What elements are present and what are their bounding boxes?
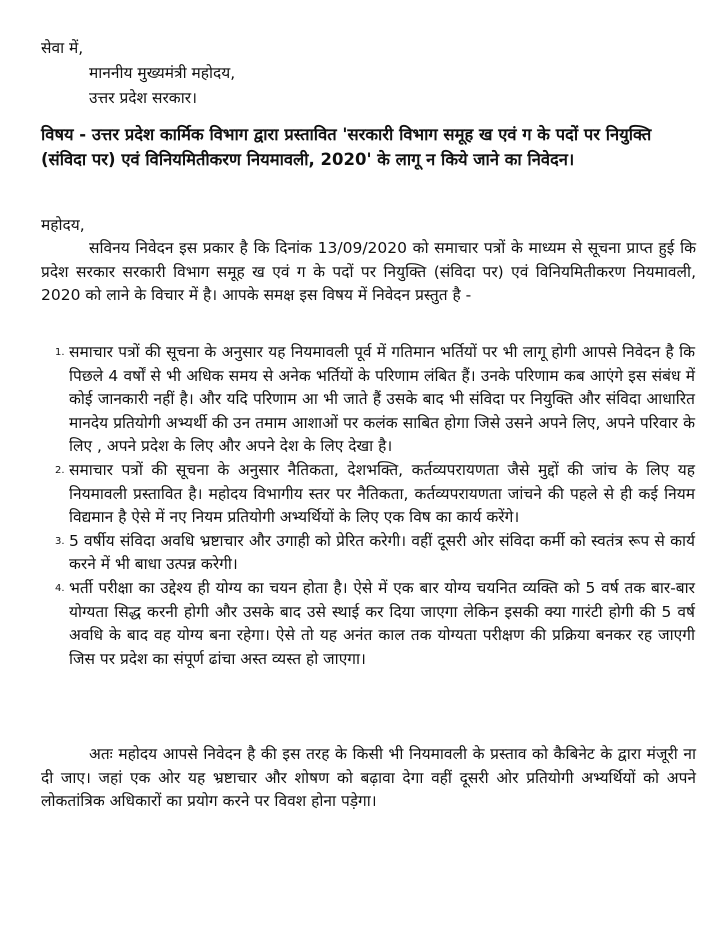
list-item-text: भर्ती परीक्षा का उद्देश्य ही योग्य का चयन होता है। ऐसे में एक बार योग्य चयनित व्यक्ति को 5 वर्ष तक बार-बार योग्यता सिद्ध करनी होगी और उसके बाद उसे स्थाई कर दिया जाएगा लेकिन इसकी क्या गारंटी होगी की 5 वर्ष अवधि के बाद वह योग्य बना रहेगा। ऐसे तो यह अनंत काल तक योग्यता परीक्षण की प्रक्रिया बनकर रह जाएगी जिस पर प्रदेश का संपूर्ण ढांचा अस्त व्यस्त हो जाएगा। [69,578,695,668]
list-item [55,530,695,577]
list-item-number: 4. [55,582,65,594]
list-item-number: 2. [55,464,65,476]
list-item-text: समाचार पत्रों की सूचना के अनुसार यह नियमावली पूर्व में गतिमान भर्तियों पर भी लागू होगी आपसे निवेदन है कि पिछले 4 वर्षों से भी अधिक समय से अनेक भर्तियों के परिणाम लंबित हैं। उनके परिणाम कब आएंगे इस संबंध में कोई जानकारी नहीं है। और यदि परिणाम आ भी जाते हैं उसके बाद भी संविदा पर नियुक्ति और संविदा आधारित मानदेय प्रतियोगी अभ्यर्थी की उन तमाम आशाओं पर कलंक साबित होगा जिसे उसने अपने लिए, अपने परिवार के लिए , अपने प्रदेश के लिए और अपने देश के लिए देखा है। [69,343,695,456]
list-item [55,577,695,671]
list-item-number: 1. [55,347,65,358]
intro-paragraph: सविनय निवेदन इस प्रकार है कि दिनांक 13/09/2020 को समाचार पत्रों के माध्यम से सूचना प्राप्त हुई कि प्रदेश सरकार सरकारी विभाग समूह ख एवं ग के पदों पर नियुक्ति (संविदा पर) एवं विनियमितीकरण नियमावली, 2020 को लाने के विचार में है। आपके समक्ष इस विषय में निवेदन प्रस्तुत है - [41,239,696,305]
list-item-number: 3. [55,535,65,547]
list-item [55,459,695,530]
conclusion-paragraph: अतः महोदय आपसे निवेदन है की इस तरह के किसी भी नियमावली के प्रस्ताव को कैबिनेट के द्वारा मंजूरी ना दी जाए। जहां एक ओर यह भ्रष्टाचार और शोषण को बढ़ावा देगा वहीं दूसरी ओर प्रतियोगी अभ्यर्थियों को अपने लोकतांत्रिक अधिकारों का प्रयोग करने पर विवश होना पड़ेगा। [41,745,696,811]
address-salutation-line: सेवा में, [41,39,84,57]
list-item-text: समाचार पत्रों की सूचना के अनुसार नैतिकता, देशभक्ति, कर्तव्यपरायणता जैसे मुद्दों की जांच के लिए यह नियमावली प्रस्तावित है। महोदय विभागीय स्तर पर नैतिकता, कर्तव्यपरायणता जांचने की पहले से ही कई नियम विद्यमान है ऐसे में नए नियम प्रतियोगी अभ्यर्थियों के लिए एक विष का कार्य करेंगे। [69,460,695,527]
address-recipient: माननीय मुख्यमंत्री महोदय, [89,64,236,82]
salutation: महोदय, [41,216,85,234]
points-list [55,341,695,671]
address-government: उत्तर प्रदेश सरकार। [89,89,197,107]
letter-subject: विषय - उत्तर प्रदेश कार्मिक विभाग द्वारा प्रस्तावित 'सरकारी विभाग समूह ख एवं ग के पदों पर नियुक्ति (संविदा पर) एवं विनियमितीकरण नियमावली, 2020' के लागू न किये जाने का निवेदन। [41,125,652,169]
list-item [55,341,695,459]
list-item-text: 5 वर्षीय संविदा अवधि भ्रष्टाचार और उगाही को प्रेरित करेगी। वहीं दूसरी ओर संविदा कर्मी को स्वतंत्र रूप से कार्य करने में भी बाधा उत्पन्न करेगी। [69,531,695,574]
